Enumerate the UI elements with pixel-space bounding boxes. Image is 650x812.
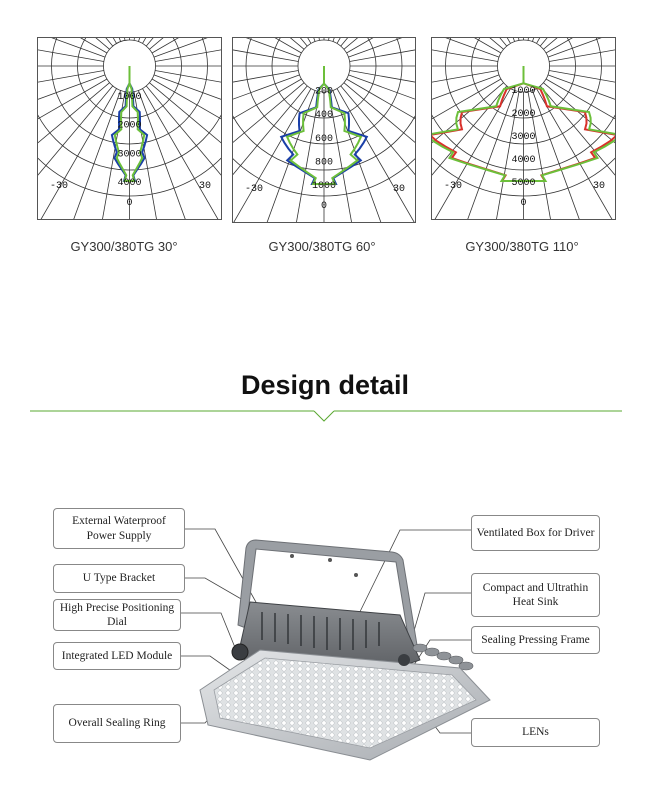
polar-spoke bbox=[233, 38, 307, 46]
polar-spoke bbox=[490, 38, 519, 40]
polar-spoke bbox=[233, 79, 301, 162]
label-lens: LENs bbox=[471, 718, 600, 747]
polar-spoke bbox=[432, 38, 499, 57]
polar-radial-label: 1000 bbox=[511, 86, 536, 97]
label-external-power-supply: External Waterproof Power Supply bbox=[53, 508, 185, 549]
polar-spoke bbox=[432, 38, 511, 43]
polar-spoke bbox=[350, 38, 415, 61]
polar-spoke bbox=[149, 83, 221, 190]
polar-spoke bbox=[38, 86, 113, 213]
polar-radial-label: 800 bbox=[314, 157, 334, 169]
polar-spoke bbox=[337, 89, 415, 222]
polar-spoke bbox=[540, 86, 615, 213]
polar-spoke bbox=[154, 75, 221, 132]
polar-spoke bbox=[548, 75, 615, 132]
label-heat-sink: Compact and Ultrathin Heat Sink bbox=[471, 573, 600, 617]
polar-spoke bbox=[149, 38, 221, 49]
label-integrated-led-module: Integrated LED Module bbox=[53, 642, 181, 670]
polar-angle-left: -30 bbox=[245, 184, 264, 195]
polar-angle-right: 30 bbox=[593, 181, 606, 192]
polar-spoke bbox=[546, 79, 615, 162]
polar-radial-label: 200 bbox=[314, 86, 334, 98]
polar-spoke bbox=[532, 38, 589, 42]
polar-radial-label: 3000 bbox=[117, 149, 142, 161]
polar-spoke bbox=[432, 89, 511, 219]
polar-spoke bbox=[347, 79, 415, 162]
polar-grid-30 bbox=[38, 38, 221, 219]
polar-angle-bottom: 0 bbox=[320, 201, 328, 212]
polar-radial-label: 4000 bbox=[511, 155, 536, 166]
polar-spoke bbox=[134, 38, 163, 40]
polar-chart-110 bbox=[431, 37, 616, 220]
polar-spoke bbox=[138, 90, 195, 219]
polar-radial-label: 2000 bbox=[117, 120, 142, 132]
polar-caption-110: GY300/380TG 110° bbox=[465, 239, 579, 254]
polar-spoke bbox=[432, 83, 504, 190]
polar-spoke bbox=[344, 38, 415, 49]
label-sealing-pressing-frame: Sealing Pressing Frame bbox=[471, 626, 600, 654]
polar-spoke bbox=[329, 38, 358, 40]
polar-radial-label: 5000 bbox=[511, 178, 536, 189]
polar-spoke bbox=[64, 38, 121, 42]
polar-angle-right: 30 bbox=[199, 181, 212, 192]
label-ventilated-box: Ventilated Box for Driver bbox=[471, 515, 600, 551]
polar-spoke bbox=[96, 38, 125, 40]
polar-spoke bbox=[537, 38, 616, 43]
polar-spoke bbox=[258, 38, 315, 42]
polar-angle-bottom: 0 bbox=[520, 198, 527, 209]
polar-spoke bbox=[38, 75, 105, 132]
polar-spoke bbox=[38, 38, 105, 57]
polar-spoke bbox=[38, 38, 110, 49]
polar-spoke bbox=[432, 75, 499, 132]
polar-radial-label: 400 bbox=[314, 110, 334, 122]
polar-chart-30 bbox=[37, 37, 222, 220]
polar-spoke bbox=[38, 79, 107, 162]
polar-spoke bbox=[333, 38, 390, 42]
polar-spoke bbox=[155, 38, 221, 61]
polar-spoke bbox=[432, 38, 498, 61]
polar-spoke bbox=[350, 71, 415, 100]
polar-angle-right: 30 bbox=[393, 184, 406, 195]
polar-spoke bbox=[458, 90, 515, 219]
polar-spoke bbox=[138, 38, 195, 42]
polar-spoke bbox=[432, 38, 504, 49]
polar-spoke bbox=[233, 71, 298, 100]
polar-spoke bbox=[155, 71, 221, 100]
polar-radial-label: 1000 bbox=[311, 181, 337, 192]
polar-radial-label: 4000 bbox=[117, 178, 142, 189]
polar-caption-30: GY300/380TG 30° bbox=[70, 239, 178, 254]
polar-radial-label: 2000 bbox=[511, 109, 536, 120]
polar-angle-left: -30 bbox=[50, 181, 69, 192]
polar-spoke bbox=[143, 89, 222, 219]
polar-spoke bbox=[528, 38, 557, 40]
polar-spoke bbox=[348, 75, 415, 132]
polar-spoke bbox=[548, 38, 615, 57]
polar-spoke bbox=[233, 38, 304, 49]
polar-spoke bbox=[537, 89, 616, 219]
polar-spoke bbox=[337, 38, 415, 43]
polar-spoke bbox=[38, 83, 110, 190]
polar-spoke bbox=[432, 86, 507, 213]
polar-spoke bbox=[543, 83, 615, 190]
label-overall-sealing-ring: Overall Sealing Ring bbox=[53, 704, 181, 743]
polar-spoke bbox=[233, 89, 311, 222]
polar-spoke bbox=[432, 71, 498, 100]
polar-spoke bbox=[38, 38, 104, 61]
polar-spoke bbox=[291, 38, 320, 40]
polar-spoke bbox=[152, 79, 221, 162]
polar-spoke bbox=[143, 38, 222, 43]
polar-radial-label: 600 bbox=[314, 133, 334, 145]
polar-angle-bottom: 0 bbox=[126, 198, 133, 209]
polar-spoke bbox=[432, 79, 501, 162]
polar-spoke bbox=[348, 38, 415, 57]
section-title: Design detail bbox=[240, 370, 410, 400]
polar-spoke bbox=[233, 38, 311, 43]
polar-spoke bbox=[543, 38, 615, 49]
polar-radial-label: 1000 bbox=[117, 91, 142, 103]
polar-spoke bbox=[38, 71, 104, 100]
section-divider bbox=[30, 410, 622, 424]
polar-spoke bbox=[233, 75, 300, 132]
polar-spoke bbox=[154, 38, 221, 57]
polar-spoke bbox=[233, 83, 304, 190]
polar-chart-60 bbox=[232, 37, 416, 223]
polar-spoke bbox=[233, 38, 298, 61]
label-positioning-dial: High Precise Positioning Dial bbox=[53, 599, 181, 631]
polar-spoke bbox=[64, 90, 121, 219]
polar-spoke bbox=[344, 83, 415, 190]
polar-spoke bbox=[38, 89, 116, 219]
polar-grid-110 bbox=[432, 38, 615, 219]
polar-spoke bbox=[233, 38, 300, 57]
polar-spoke bbox=[549, 38, 615, 61]
polar-grid-60 bbox=[233, 38, 415, 222]
polar-radial-label: 3000 bbox=[511, 132, 536, 143]
polar-spoke bbox=[549, 71, 615, 100]
polar-spoke bbox=[38, 38, 116, 43]
polar-spoke bbox=[341, 38, 415, 46]
polar-caption-60: GY300/380TG 60° bbox=[268, 239, 376, 254]
polar-spoke bbox=[458, 38, 515, 42]
label-u-type-bracket: U Type Bracket bbox=[53, 564, 185, 593]
polar-angle-left: -30 bbox=[444, 181, 463, 192]
polar-spoke bbox=[532, 90, 589, 219]
polar-spoke bbox=[146, 86, 221, 213]
